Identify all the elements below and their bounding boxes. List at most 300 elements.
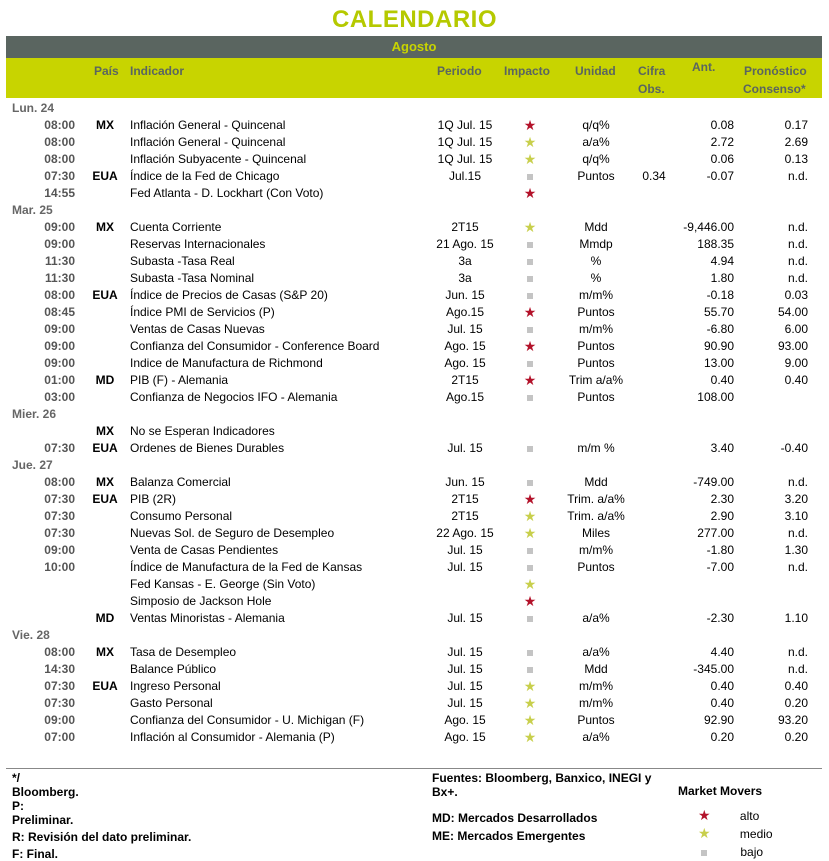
row-country: EUA [92, 169, 118, 183]
row-indicator: Gasto Personal [130, 696, 213, 710]
impact-medio-icon: ★ [523, 525, 537, 541]
row-forecast: n.d. [787, 662, 808, 676]
row-previous: 0.08 [710, 118, 734, 132]
row-time: 09:00 [44, 356, 75, 370]
table-row [6, 474, 822, 491]
row-indicator: Fed Kansas - E. George (Sin Voto) [130, 577, 316, 591]
row-period: 22 Ago. 15 [436, 526, 494, 540]
row-period: Jul. 15 [447, 322, 483, 336]
row-period: Ago. 15 [444, 356, 486, 370]
row-country: MX [96, 475, 114, 489]
row-period: Jun. 15 [445, 288, 485, 302]
row-unit: % [590, 271, 602, 285]
row-previous: -0.07 [706, 169, 734, 183]
day-label: Vie. 28 [12, 628, 50, 642]
row-period: Ago.15 [445, 390, 485, 404]
day-label: Mar. 25 [12, 203, 53, 217]
header-periodo: Periodo [437, 64, 482, 78]
row-forecast: 2.69 [784, 135, 808, 149]
footer-notes [12, 771, 191, 861]
row-previous: 3.40 [710, 441, 734, 455]
row-unit: q/q% [582, 118, 610, 132]
table-row [6, 729, 822, 746]
impact-medio-icon: ★ [523, 576, 537, 592]
impact-medio-icon: ★ [523, 695, 537, 711]
row-previous: 2.30 [710, 492, 734, 506]
row-time: 08:00 [44, 135, 75, 149]
legend-medio [698, 826, 773, 841]
header-unidad: Unidad [575, 64, 616, 78]
row-country: MD [95, 611, 115, 625]
row-indicator: Balance Público [130, 662, 217, 676]
row-unit: a/a% [582, 645, 610, 659]
sources-line-2: Bx+. [432, 785, 458, 799]
impact-alto-icon: ★ [523, 185, 537, 201]
row-forecast: n.d. [787, 220, 808, 234]
row-period: Jul.15 [448, 169, 482, 183]
row-period: 2T15 [451, 492, 479, 506]
row-indicator: Subasta -Tasa Real [130, 254, 235, 268]
row-time: 07:30 [44, 526, 75, 540]
table-row [6, 695, 822, 712]
row-forecast: 0.40 [784, 679, 808, 693]
row-unit: Mdd [584, 662, 608, 676]
day-header [6, 202, 822, 219]
row-indicator: PIB (F) - Alemania [130, 373, 229, 387]
row-unit: Trim. a/a% [567, 492, 625, 506]
row-indicator: Fed Atlanta - D. Lockhart (Con Voto) [130, 186, 324, 200]
star-alto-icon: ★ [698, 807, 711, 823]
row-previous: 0.06 [710, 152, 734, 166]
day-label: Mier. 26 [12, 407, 57, 421]
impact-bajo-icon [500, 389, 560, 406]
row-time: 09:00 [44, 322, 75, 336]
row-time: 08:00 [44, 645, 75, 659]
row-forecast: 0.40 [784, 373, 808, 387]
impact-bajo-icon [500, 287, 560, 304]
row-forecast: 0.17 [784, 118, 808, 132]
row-period: Jul. 15 [447, 696, 483, 710]
row-indicator: Reservas Internacionales [130, 237, 266, 251]
table-row [6, 542, 822, 559]
row-forecast: 1.10 [784, 611, 808, 625]
row-period: 2T15 [451, 509, 479, 523]
note-preliminar: Preliminar. [12, 813, 74, 827]
impact-bajo-icon [500, 236, 560, 253]
row-previous: 0.40 [710, 696, 734, 710]
note-revision: R: Revisión del dato preliminar. [12, 830, 192, 844]
row-time: 11:30 [44, 254, 75, 268]
row-time: 14:30 [44, 662, 75, 676]
row-indicator: Inflación General - Quincenal [130, 118, 286, 132]
impact-medio-icon: ★ [523, 219, 537, 235]
impact-medio-icon: ★ [523, 678, 537, 694]
day-header [6, 406, 822, 423]
note-final: F: Final. [12, 847, 58, 861]
row-indicator: Inflación General - Quincenal [130, 135, 286, 149]
header-pronostico: Pronóstico [744, 64, 807, 78]
row-time: 09:00 [44, 220, 75, 234]
table-row [6, 287, 822, 304]
impact-bajo-icon [500, 542, 560, 559]
table-row [6, 661, 822, 678]
row-unit: q/q% [582, 152, 610, 166]
impact-bajo-icon [500, 440, 560, 457]
market-movers-title: Market Movers [678, 784, 763, 798]
row-period: Jun. 15 [445, 475, 485, 489]
row-period: 1Q Jul. 15 [437, 152, 493, 166]
impact-bajo-icon [500, 321, 560, 338]
row-indicator: Ventas de Casas Nuevas [130, 322, 265, 336]
row-unit: Trim. a/a% [567, 509, 625, 523]
row-forecast: n.d. [787, 169, 808, 183]
row-forecast: 93.00 [777, 339, 808, 353]
row-forecast: n.d. [787, 645, 808, 659]
row-forecast: -0.40 [780, 441, 808, 455]
sources-line-1: Fuentes: Bloomberg, Banxico, INEGI y [432, 771, 652, 785]
row-previous: 277.00 [697, 526, 734, 540]
row-time: 01:00 [44, 373, 75, 387]
day-header [6, 100, 822, 117]
row-indicator: Inflación al Consumidor - Alemania (P) [130, 730, 335, 744]
row-previous: 4.40 [710, 645, 734, 659]
row-unit: % [590, 254, 602, 268]
header-pais: País [94, 64, 119, 78]
row-forecast: 3.20 [784, 492, 808, 506]
impact-alto-icon: ★ [523, 372, 537, 388]
row-indicator: Confianza del Consumidor - Conference Board [130, 339, 380, 353]
table-row [6, 712, 822, 729]
row-previous: -1.80 [706, 543, 734, 557]
row-time: 07:30 [44, 679, 75, 693]
row-time: 07:30 [44, 509, 75, 523]
table-row [6, 491, 822, 508]
row-unit: Puntos [577, 560, 615, 574]
row-indicator: Indice de Manufactura de Richmond [130, 356, 323, 370]
row-unit: a/a% [582, 135, 610, 149]
row-unit: m/m% [579, 696, 613, 710]
table-row [6, 219, 822, 236]
header-ant: Ant. [692, 60, 716, 74]
row-indicator: Índice de la Fed de Chicago [130, 169, 280, 183]
row-forecast: 0.13 [784, 152, 808, 166]
row-previous: 2.90 [710, 509, 734, 523]
row-period: 3a [458, 254, 472, 268]
row-country: MX [96, 118, 114, 132]
impact-medio-icon: ★ [523, 134, 537, 150]
page-title: CALENDARIO [332, 6, 497, 33]
row-observed: 0.34 [642, 169, 666, 183]
row-previous: 2.72 [710, 135, 734, 149]
row-period: 3a [458, 271, 472, 285]
row-unit: Puntos [577, 339, 615, 353]
header-obs: Obs. [638, 82, 665, 96]
row-period: Jul. 15 [447, 679, 483, 693]
row-period: Jul. 15 [447, 543, 483, 557]
row-previous: 0.40 [710, 373, 734, 387]
impact-alto-icon: ★ [523, 338, 537, 354]
row-indicator: Balanza Comercial [130, 475, 231, 489]
row-indicator: Ingreso Personal [130, 679, 221, 693]
impact-alto-icon: ★ [523, 117, 537, 133]
table-row [6, 423, 822, 440]
table-row [6, 525, 822, 542]
row-indicator: Subasta -Tasa Nominal [130, 271, 255, 285]
row-time: 07:30 [44, 441, 75, 455]
row-time: 07:30 [44, 492, 75, 506]
row-indicator: No se Esperan Indicadores [130, 424, 275, 438]
row-previous: -345.00 [693, 662, 734, 676]
day-header [6, 457, 822, 474]
row-indicator: Confianza del Consumidor - U. Michigan (F) [130, 713, 365, 727]
row-unit: Mmdp [579, 237, 613, 251]
row-period: 1Q Jul. 15 [437, 135, 493, 149]
row-forecast: 9.00 [784, 356, 808, 370]
row-forecast: n.d. [787, 237, 808, 251]
row-period: Jul. 15 [447, 611, 483, 625]
impact-bajo-icon [500, 355, 560, 372]
row-time: 09:00 [44, 339, 75, 353]
table-row [6, 355, 822, 372]
day-label: Lun. 24 [12, 101, 55, 115]
row-forecast: n.d. [787, 475, 808, 489]
row-period: 2T15 [451, 220, 479, 234]
row-forecast: n.d. [787, 526, 808, 540]
row-country: MX [96, 220, 114, 234]
table-row [6, 576, 822, 593]
table-row [6, 236, 822, 253]
row-unit: Miles [581, 526, 610, 540]
row-time: 08:00 [44, 152, 75, 166]
row-period: Jul. 15 [447, 662, 483, 676]
row-country: EUA [92, 441, 118, 455]
table-row [6, 168, 822, 185]
footer-sources [432, 771, 651, 843]
table-header [6, 58, 822, 98]
table-row [6, 559, 822, 576]
table-row [6, 593, 822, 610]
table-row [6, 151, 822, 168]
row-country: MX [96, 424, 114, 438]
header-consenso: Consenso* [743, 82, 806, 96]
table-row [6, 610, 822, 627]
row-unit: m/m% [579, 679, 613, 693]
row-indicator: Ordenes de Bienes Durables [130, 441, 285, 455]
row-unit: Trim a/a% [568, 373, 624, 387]
row-previous: 90.90 [703, 339, 734, 353]
row-time: 14:55 [44, 186, 75, 200]
row-unit: m/m % [577, 441, 615, 455]
row-indicator: Confianza de Negocios IFO - Alemania [130, 390, 338, 404]
row-previous: -749.00 [693, 475, 734, 489]
table-row [6, 644, 822, 661]
row-period: Ago. 15 [444, 713, 486, 727]
impact-bajo-icon [500, 610, 560, 627]
impact-bajo-icon [500, 168, 560, 185]
row-time: 03:00 [44, 390, 75, 404]
row-unit: Mdd [584, 475, 608, 489]
row-indicator: Simposio de Jackson Hole [130, 594, 272, 608]
table-row [6, 134, 822, 151]
row-period: Jul. 15 [447, 441, 483, 455]
row-period: Jul. 15 [447, 560, 483, 574]
row-country: EUA [92, 288, 118, 302]
row-time: 08:45 [44, 305, 75, 319]
note-bloomberg: Bloomberg. [12, 785, 79, 799]
row-unit: m/m% [579, 322, 613, 336]
row-previous: 4.94 [710, 254, 734, 268]
impact-bajo-icon [500, 559, 560, 576]
row-previous: -7.00 [706, 560, 734, 574]
row-previous: 13.00 [703, 356, 734, 370]
row-time: 07:00 [44, 730, 75, 744]
row-previous: -6.80 [706, 322, 734, 336]
row-time: 09:00 [44, 543, 75, 557]
row-indicator: Nuevas Sol. de Seguro de Desempleo [130, 526, 335, 540]
row-indicator: Venta de Casas Pendientes [130, 543, 279, 557]
legend-alto [698, 808, 759, 823]
header-indicador: Indicador [130, 64, 185, 78]
row-country: EUA [92, 492, 118, 506]
row-time: 10:00 [44, 560, 75, 574]
impact-alto-icon: ★ [523, 593, 537, 609]
row-country: EUA [92, 679, 118, 693]
row-unit: m/m% [579, 543, 613, 557]
row-previous: -0.18 [706, 288, 734, 302]
row-unit: Puntos [577, 390, 615, 404]
table-row [6, 304, 822, 321]
row-forecast: 0.03 [784, 288, 808, 302]
table-row [6, 389, 822, 406]
month-bar: Agosto [6, 36, 822, 58]
legend-bajo-label: bajo [740, 845, 764, 859]
row-unit: Mdd [584, 220, 608, 234]
row-indicator: Consumo Personal [130, 509, 233, 523]
row-previous: 108.00 [697, 390, 734, 404]
row-unit: a/a% [582, 611, 610, 625]
header-impacto: Impacto [504, 64, 551, 78]
row-forecast: 6.00 [784, 322, 808, 336]
table-row [6, 372, 822, 389]
row-previous: 0.20 [710, 730, 734, 744]
row-country: MD [95, 373, 115, 387]
row-time: 08:00 [44, 288, 75, 302]
legend-me: ME: Mercados Emergentes [432, 829, 586, 843]
row-previous: 92.90 [703, 713, 734, 727]
row-indicator: Tasa de Desempleo [130, 645, 237, 659]
row-indicator: Índice de Manufactura de la Fed de Kansas [130, 560, 363, 574]
row-country: MX [96, 645, 114, 659]
impact-bajo-icon [500, 253, 560, 270]
impact-alto-icon: ★ [523, 304, 537, 320]
legend-bajo [701, 845, 763, 859]
row-unit: Puntos [577, 169, 615, 183]
star-medio-icon: ★ [698, 825, 711, 841]
table-row [6, 508, 822, 525]
row-period: Ago.15 [445, 305, 485, 319]
legend-alto-label: alto [739, 809, 760, 823]
square-bajo-icon [701, 850, 707, 856]
note-asterisk: */ [12, 771, 21, 785]
row-indicator: Cuenta Corriente [130, 220, 222, 234]
row-previous: 1.80 [710, 271, 734, 285]
row-forecast: 54.00 [777, 305, 808, 319]
row-previous: 55.70 [703, 305, 734, 319]
impact-alto-icon: ★ [523, 491, 537, 507]
row-forecast: 0.20 [784, 696, 808, 710]
table-row [6, 678, 822, 695]
row-forecast: 1.30 [784, 543, 808, 557]
row-previous: -9,446.00 [683, 220, 734, 234]
impact-bajo-icon [500, 270, 560, 287]
row-period: 1Q Jul. 15 [437, 118, 493, 132]
row-unit: Puntos [577, 305, 615, 319]
row-forecast: n.d. [787, 254, 808, 268]
row-forecast: n.d. [787, 271, 808, 285]
row-time: 07:30 [44, 696, 75, 710]
row-time: 08:00 [44, 118, 75, 132]
row-period: 2T15 [451, 373, 479, 387]
row-previous: 0.40 [710, 679, 734, 693]
note-p: P: [12, 799, 24, 813]
row-time: 11:30 [44, 271, 75, 285]
table-row [6, 338, 822, 355]
row-time: 09:00 [44, 713, 75, 727]
impact-medio-icon: ★ [523, 151, 537, 167]
day-header [6, 627, 822, 644]
impact-medio-icon: ★ [523, 712, 537, 728]
impact-bajo-icon [500, 474, 560, 491]
table-row [6, 185, 822, 202]
row-period: Ago. 15 [444, 339, 486, 353]
footer-divider [6, 768, 822, 769]
table-row [6, 117, 822, 134]
row-indicator: Índice de Precios de Casas (S&P 20) [130, 288, 328, 302]
impact-bajo-icon [500, 644, 560, 661]
row-unit: Puntos [577, 356, 615, 370]
row-indicator: Ventas Minoristas - Alemania [130, 611, 285, 625]
row-unit: Puntos [577, 713, 615, 727]
table-row [6, 440, 822, 457]
row-time: 08:00 [44, 475, 75, 489]
row-previous: 188.35 [697, 237, 734, 251]
row-time: 09:00 [44, 237, 75, 251]
row-period: Ago. 15 [444, 730, 486, 744]
row-period: 21 Ago. 15 [436, 237, 494, 251]
row-forecast: 3.10 [784, 509, 808, 523]
day-label: Jue. 27 [12, 458, 53, 472]
legend-medio-label: medio [739, 827, 773, 841]
table-row [6, 321, 822, 338]
legend-md: MD: Mercados Desarrollados [432, 811, 598, 825]
impact-medio-icon: ★ [523, 508, 537, 524]
row-time: 07:30 [44, 169, 75, 183]
row-previous: -2.30 [706, 611, 734, 625]
row-forecast: 0.20 [784, 730, 808, 744]
table-row [6, 253, 822, 270]
table-row [6, 270, 822, 287]
row-period: Jul. 15 [447, 645, 483, 659]
header-cifra: Cifra [638, 64, 666, 78]
row-unit: m/m% [579, 288, 613, 302]
row-forecast: 93.20 [777, 713, 808, 727]
row-indicator: Índice PMI de Servicios (P) [130, 305, 275, 319]
row-indicator: PIB (2R) [130, 492, 177, 506]
impact-bajo-icon [500, 661, 560, 678]
row-unit: a/a% [582, 730, 610, 744]
row-indicator: Inflación Subyacente - Quincenal [130, 152, 307, 166]
row-forecast: n.d. [787, 560, 808, 574]
